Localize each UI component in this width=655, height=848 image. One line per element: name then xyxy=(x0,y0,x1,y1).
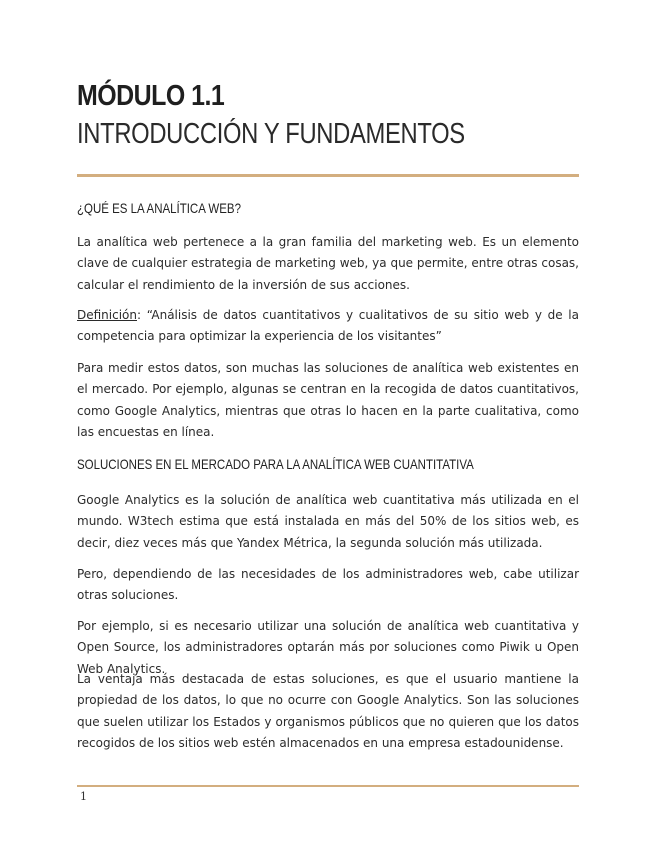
footer-divider xyxy=(77,785,579,787)
paragraph-google-analytics: Google Analytics es la solución de analítica web cuantitativa más utilizada en el mundo. W3tech estima que está instalada en más del 50% de los sitios web, es decir, diez veces más que Yandex Métrica, la segunda solución más utilizada. xyxy=(77,493,579,550)
title-divider xyxy=(77,174,579,177)
page-title: INTRODUCCIÓN Y FUNDAMENTOS xyxy=(77,118,465,150)
paragraph-open-source: Por ejemplo, si es necesario utilizar una solución de analítica web cuantitativa y Open Source, los administradores optarán más por soluciones como Piwik u Open Web Analytics. xyxy=(77,619,579,676)
module-number: MÓDULO 1.1 xyxy=(77,80,225,112)
section-heading-solutions: SOLUCIONES EN EL MERCADO PARA LA ANALÍTICA WEB CUANTITATIVA xyxy=(77,456,474,472)
definition-paragraph xyxy=(77,305,579,348)
definition-label: Definición xyxy=(77,308,137,322)
paragraph-measure: Para medir estos datos, son muchas las soluciones de analítica web existentes en el mercado. Por ejemplo, algunas se centran en la recogida de datos cuantitativos, como Google Analytics, mientras que otras lo hacen en la parte cualitativa, como las encuestas en línea. xyxy=(77,361,579,439)
paragraph-intro: La analítica web pertenece a la gran familia del marketing web. Es un elemento clave de cualquier estrategia de marketing web, ya que permite, entre otras cosas, calcular el rendimiento de la inversión de sus acciones. xyxy=(77,235,579,292)
definition-text: : “Análisis de datos cuantitativos y cualitativos de su sitio web y de la competencia para optimizar la experiencia de los visitantes” xyxy=(77,308,579,344)
paragraph-advantage: La ventaja más destacada de estas soluciones, es que el usuario mantiene la propiedad de los datos, lo que no ocurre con Google Analytics. Son las soluciones que suelen utilizar los Estados y organismos públicos que no quieren que los datos recogidos de los sitios web estén almacenados en una empresa estadounidense. xyxy=(77,672,579,750)
section-heading-what-is: ¿QUÉ ES LA ANALÍTICA WEB? xyxy=(77,200,241,216)
paragraph-depending: Pero, dependiendo de las necesidades de los administradores web, cabe utilizar otras soluciones. xyxy=(77,567,579,603)
page-number: 1 xyxy=(80,790,87,803)
